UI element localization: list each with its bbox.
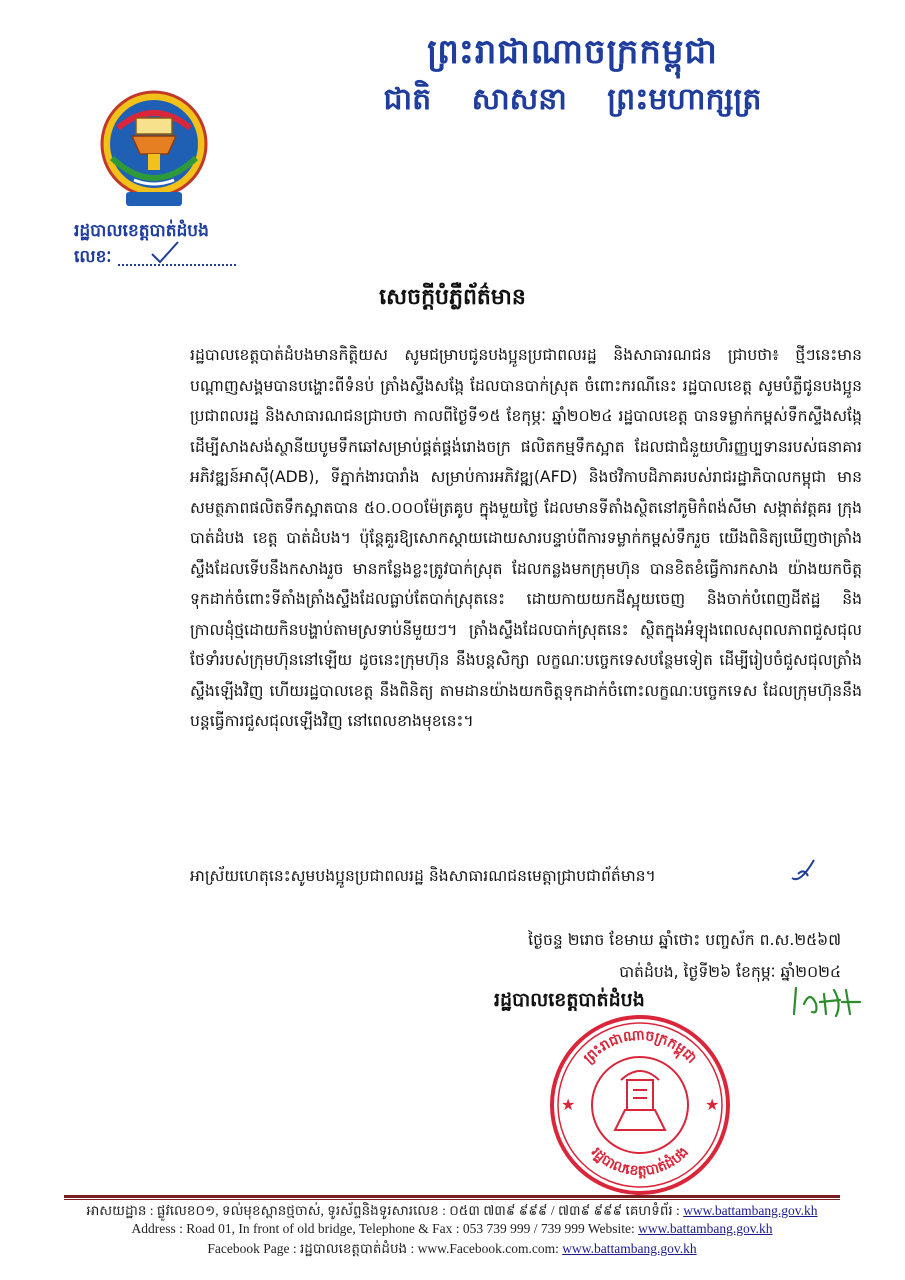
document-body: [190, 340, 862, 737]
footer-address-khmer-text: អាសយដ្ឋាន : ផ្លូវលេខ០១, ទល់មុខស្ពានថ្មចាស់, ទូរស័ព្ទនិងទូរសារលេខ : ០៥៣ ៧៣៩ ៩៩៩ / ៧៣៩ ៩៩៩ គេហទំព័រ :: [86, 1203, 680, 1218]
reference-number-label: លេខៈ: [74, 247, 112, 267]
facebook-label: Facebook Page : រដ្ឋបាលខេត្តបាត់ដំបង : www.Facebook.com.com:: [207, 1241, 559, 1256]
signatory-title: រដ្ឋបាលខេត្តបាត់ដំបង: [494, 989, 645, 1011]
footer-divider: [64, 1195, 840, 1198]
checkmark-icon: [150, 240, 180, 266]
document-title: សេចក្តីបំភ្លឺព័ត៌មាន: [379, 284, 526, 310]
kingdom-heading: ព្រះរាជាណាចក្រកម្ពុជា: [427, 32, 718, 72]
footer-address-khmer: [64, 1202, 840, 1222]
address-label: Address: [131, 1221, 176, 1236]
initial-mark-icon: [790, 858, 818, 884]
seal-star-icon: ★: [561, 1095, 576, 1114]
handwritten-signature: [790, 984, 862, 1020]
website-link[interactable]: www.battambang.gov.kh: [562, 1241, 697, 1256]
seal-text-bottom: រដ្ឋបាលខេត្តបាត់ដំបង: [587, 1144, 693, 1180]
seal-text-top: ព្រះរាជាណាចក្រកម្ពុជា: [580, 1027, 700, 1067]
place-and-date: បាត់ដំបង, ថ្ងៃទី២៦ ខែកុម្ភៈ ឆ្នាំ២០២៤: [619, 963, 841, 981]
footer-address-english-text: : Road 01, In front of old bridge, Telephone & Fax : 053 739 999 / 739 999 Website:: [179, 1221, 635, 1236]
closing-sentence: អាស្រ័យហេតុនេះសូមបងប្អូនប្រជាពលរដ្ឋ និងសាធារណជនមេត្តាជ្រាបជាព័ត៌មាន។: [190, 867, 656, 885]
lunar-date: ថ្ងៃចន្ទ ២រោច ខែមាឃ ឆ្នាំថោះ បញ្ចស័ក ព.ស.២៥៦៧: [528, 931, 841, 949]
body-paragraph: រដ្ឋបាលខេត្តបាត់ដំបងមានកិត្តិយស សូមជម្រាបជូនបងប្អូនប្រជាពលរដ្ឋ និងសាធារណជន ជ្រាបថា៖ ថ្មីៗនេះមានបណ្តាញសង្គមបានបង្ហោះពីទំនប់ ត្រាំងស្ទឹងសង្កែ ដែលបានបាក់ស្រុត ចំពោះករណីនេះ រដ្ឋបាលខេត្ត សូមបំភ្លឺជូនបងប្អូនប្រជាពលរដ្ឋ និងសាធារណជនជ្រាបថា កាលពីថ្ងៃទី១៥ ខែកុម្ភៈ ឆ្នាំ២០២៤ រដ្ឋបាលខេត្ត បានទម្លាក់កម្ពស់ទឹកស្ទឹងសង្កែ ដើម្បីសាងសង់ស្ថានីយបូមទឹកឆៅសម្រាប់ផ្គត់ផ្គង់រោងចក្រ ផលិតកម្មទឹកស្អាត ដែលជាជំនួយហិរញ្ញប្បទានរបស់ធនាគារអភិវឌ្ឍន៍អាស៊ី(ADB), ទីភ្នាក់ងារបារាំង សម្រាប់ការអភិវឌ្ឍ(AFD) និងថវិកាបដិភាគរបស់រាជរដ្ឋាភិបាលកម្ពុជា មានសមត្ថភាពផលិតទឹកស្អាតបាន ៥០.០០០ម៉ែត្រគូប ក្នុងមួយថ្ងៃ ដែលមានទីតាំងស្ថិតនៅភូមិកំពង់សីមា សង្កាត់វត្តគរ ក្រុងបាត់ដំបង ខេត្ត បាត់ដំបង។ ប៉ុន្តែគួរឱ្យសោកស្តាយដោយសារបន្ទាប់ពីការទម្លាក់កម្ពស់ទឹករួច យើងពិនិត្យឃើញថាត្រាំង ស្ទឹងដែលទើបនឹងកសាងរួច មានកន្លែងខ្លះត្រូវបាក់ស្រុត ដែលកន្លងមកក្រុមហ៊ុន បានខិតខំធ្វើការកសាង យ៉ាងយកចិត្តទុកដាក់ចំពោះទីតាំងត្រាំងស្ទឹងដែលធ្លាប់តែបាក់ស្រុតនេះ ដោយកាយយកដីស្អុយចេញ និងចាក់បំពេញដីឥដ្ឋ និងក្រាលដុំថ្មដោយកិនបង្ហាប់តាមស្រទាប់នីមួយៗ។ ត្រាំងស្ទឹងដែលបាក់ស្រុតនេះ ស្ថិតក្នុងអំឡុងពេលសុពលភាពជួសជុលថែទាំរបស់ក្រុមហ៊ុននៅឡើយ ដូចនេះក្រុមហ៊ុន នឹងបន្តសិក្សា លក្ខណៈបច្ចេកទេសបន្ថែមទៀត ដើម្បីរៀបចំជួសជុលត្រាំងស្ទឹងឡើងវិញ ហើយរដ្ឋបាលខេត្ត នឹងពិនិត្យ តាមដានយ៉ាងយកចិត្តទុកដាក់ចំពោះលក្ខណៈបច្ចេកទេស ដែលក្រុមហ៊ុននឹងបន្តធ្វើការជួសជុលឡើងវិញ នៅពេលខាងមុខនេះ។: [190, 346, 862, 730]
issuer-name: រដ្ឋបាលខេត្តបាត់ដំបង: [74, 221, 209, 241]
seal-emblem-icon: [615, 1071, 665, 1130]
national-motto: ជាតិ សាសនា ព្រះមហាក្សត្រ: [383, 82, 762, 117]
website-link[interactable]: www.battambang.gov.kh: [638, 1221, 773, 1236]
seal-star-icon: ★: [705, 1095, 720, 1114]
footer-divider: [64, 1199, 840, 1200]
official-seal: [545, 1010, 735, 1200]
website-link[interactable]: www.battambang.gov.kh: [683, 1203, 818, 1218]
provincial-emblem-icon: [98, 88, 210, 212]
footer-address-english: [64, 1221, 840, 1237]
footer-facebook: [64, 1240, 840, 1260]
svg-text:ព្រះរាជាណាចក្រកម្ពុជា: [581, 1027, 700, 1067]
svg-text:រដ្ឋបាលខេត្តបាត់ដំបង: [588, 1144, 692, 1179]
